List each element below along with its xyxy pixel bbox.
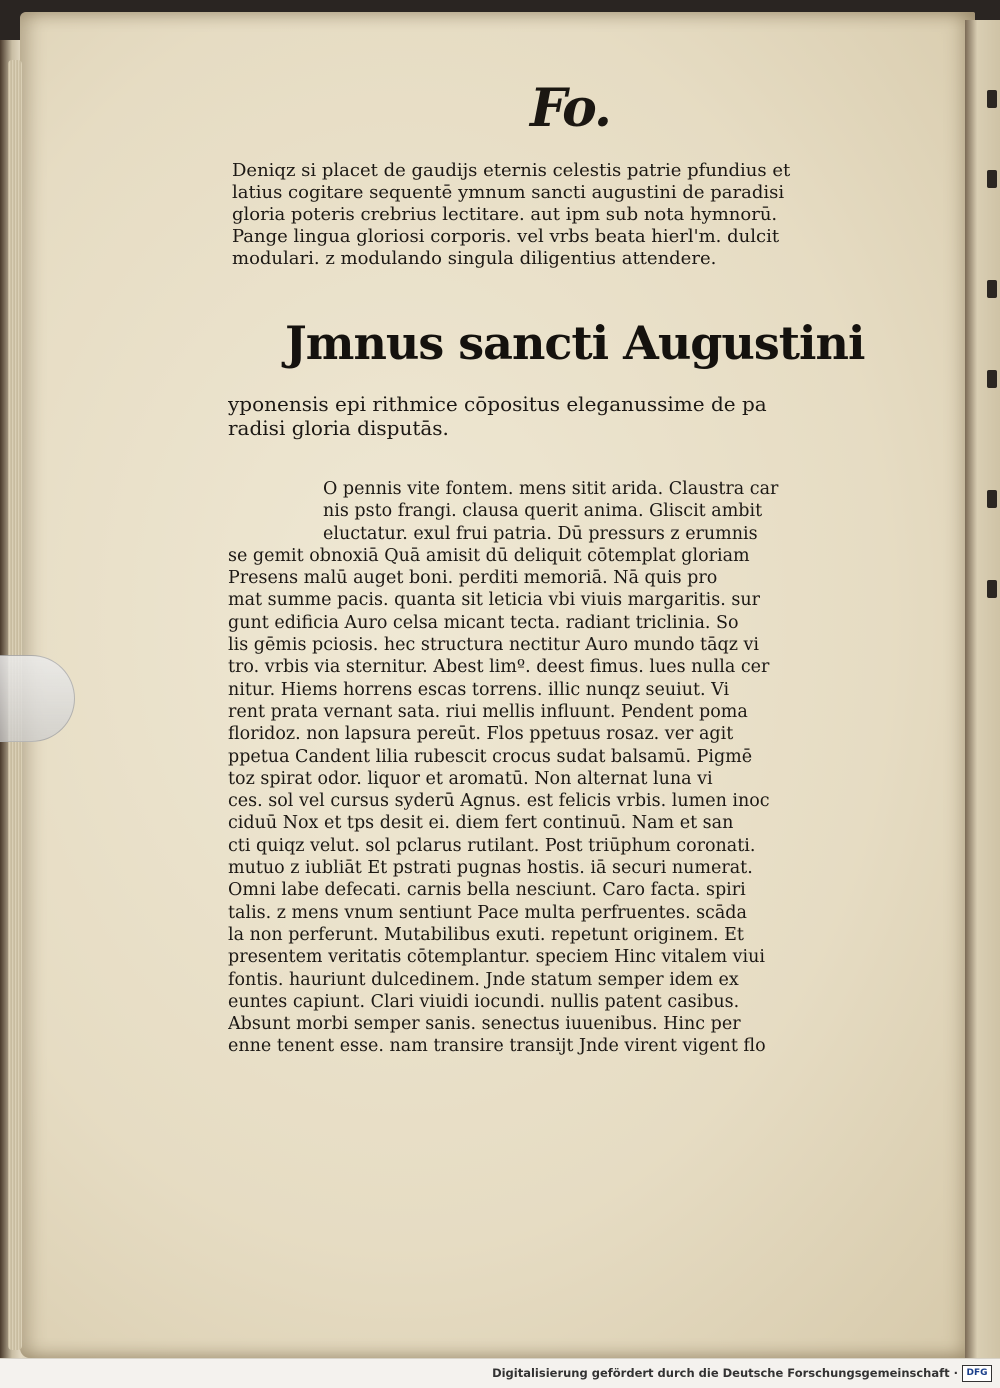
hymn-body: [228, 478, 878, 1058]
hymn-line: nis psto frangi. clausa querit anima. Gliscit ambit: [323, 501, 763, 522]
subtitle-line: radisi gloria disputās.: [228, 416, 449, 440]
intro-line: Pange lingua gloriosi corporis. vel vrbs beata hierl'm. dulcit: [232, 226, 780, 247]
dfg-logo: DFG: [962, 1365, 992, 1382]
hymn-line: la non perferunt. Mutabilibus exuti. repetunt originem. Et: [228, 924, 744, 945]
hymn-line: mat summe pacis. quanta sit leticia vbi viuis margaritis. sur: [228, 590, 760, 611]
facing-page-type-mark: [987, 280, 997, 298]
facing-page-type-mark: [987, 580, 997, 598]
hymn-line: eluctatur. exul frui patria. Dū pressurs z erumnis: [323, 523, 758, 544]
footer-credit: Digitalisierung gefördert durch die Deutsche Forschungsgemeinschaft ·: [492, 1366, 958, 1380]
hymn-line: mutuo z iubliāt Et pstrati pugnas hostis. iā securi numerat.: [228, 858, 753, 879]
intro-line: gloria poteris crebrius lectitare. aut ipm sub nota hymnorū.: [232, 204, 778, 225]
hymn-line: euntes capiunt. Clari viuidi iocundi. nullis patent casibus.: [228, 991, 740, 1012]
hymn-line: talis. z mens vnum sentiunt Pace multa perfruentes. scāda: [228, 902, 747, 923]
hymn-line: gunt edificia Auro celsa micant tecta. radiant triclinia. So: [228, 612, 739, 633]
hymn-line: presentem veritatis cōtemplantur. speciem Hinc vitalem viui: [228, 947, 765, 968]
hymn-subtitle: [228, 392, 878, 440]
hymn-line: Presens malū auget boni. perditi memoriā. Nā quis pro: [228, 568, 718, 589]
facing-page-type-mark: [987, 490, 997, 508]
intro-line: Deniqz si placet de gaudijs eternis celestis patrie pfundius et: [232, 160, 791, 181]
hymn-line: fontis. hauriunt dulcedinem. Jnde statum semper idem ex: [228, 969, 739, 990]
intro-line: modulari. z modulando singula diligentius attendere.: [232, 248, 717, 269]
hymn-line: ppetua Candent lilia rubescit crocus sudat balsamū. Pigmē: [228, 746, 753, 767]
hymn-line: Omni labe defecati. carnis bella nesciunt. Caro facta. spiri: [228, 880, 746, 901]
facing-page-type-mark: [987, 90, 997, 108]
subtitle-line: yponensis epi rithmice cōpositus eleganussime de pa: [228, 392, 767, 416]
hymn-line: ces. sol vel cursus syderū Agnus. est felicis vrbis. lumen inoc: [228, 791, 770, 812]
hymn-line: Absunt morbi semper sanis. senectus iuuenibus. Hinc per: [228, 1014, 741, 1035]
hymn-line: rent prata vernant sata. riui mellis influunt. Pendent poma: [228, 701, 748, 722]
intro-line: latius cogitare sequentē ymnum sancti augustini de paradisi: [232, 182, 785, 203]
hymn-title: Jmnus sancti Augustini: [285, 316, 865, 370]
hymn-line: ciduū Nox et tps desit ei. diem fert continuū. Nam et san: [228, 813, 734, 834]
hymn-line: se gemit obnoxiā Quā amisit dū deliquit cōtemplat gloriam: [228, 545, 750, 566]
facing-page-type-mark: [987, 170, 997, 188]
intro-paragraph: [232, 160, 882, 270]
hymn-line: toz spirat odor. liquor et aromatū. Non alternat luna vi: [228, 768, 713, 789]
hymn-line: nitur. Hiems horrens escas torrens. illic nunqz seuiut. Vi: [228, 679, 730, 700]
facing-page-strip: [965, 20, 1000, 1358]
hymn-line: floridoz. non lapsura pereūt. Flos ppetuus rosaz. ver agit: [228, 724, 734, 745]
hymn-line: enne tenent esse. nam transire transijt Jnde virent vigent flo: [228, 1036, 766, 1057]
folio-heading: Fo.: [530, 78, 610, 139]
hymn-line: O pennis vite fontem. mens sitit arida. Claustra car: [323, 479, 779, 499]
hymn-line: lis gēmis pciosis. hec structura nectitur Auro mundo tāqz vi: [228, 635, 759, 656]
hymn-line: tro. vrbis via sternitur. Abest limº. deest fimus. lues nulla cer: [228, 657, 770, 678]
hymn-line: cti quiqz velut. sol pclarus rutilant. Post triūphum coronati.: [228, 835, 756, 856]
facing-page-type-mark: [987, 370, 997, 388]
footer-bar: [0, 1358, 1000, 1388]
